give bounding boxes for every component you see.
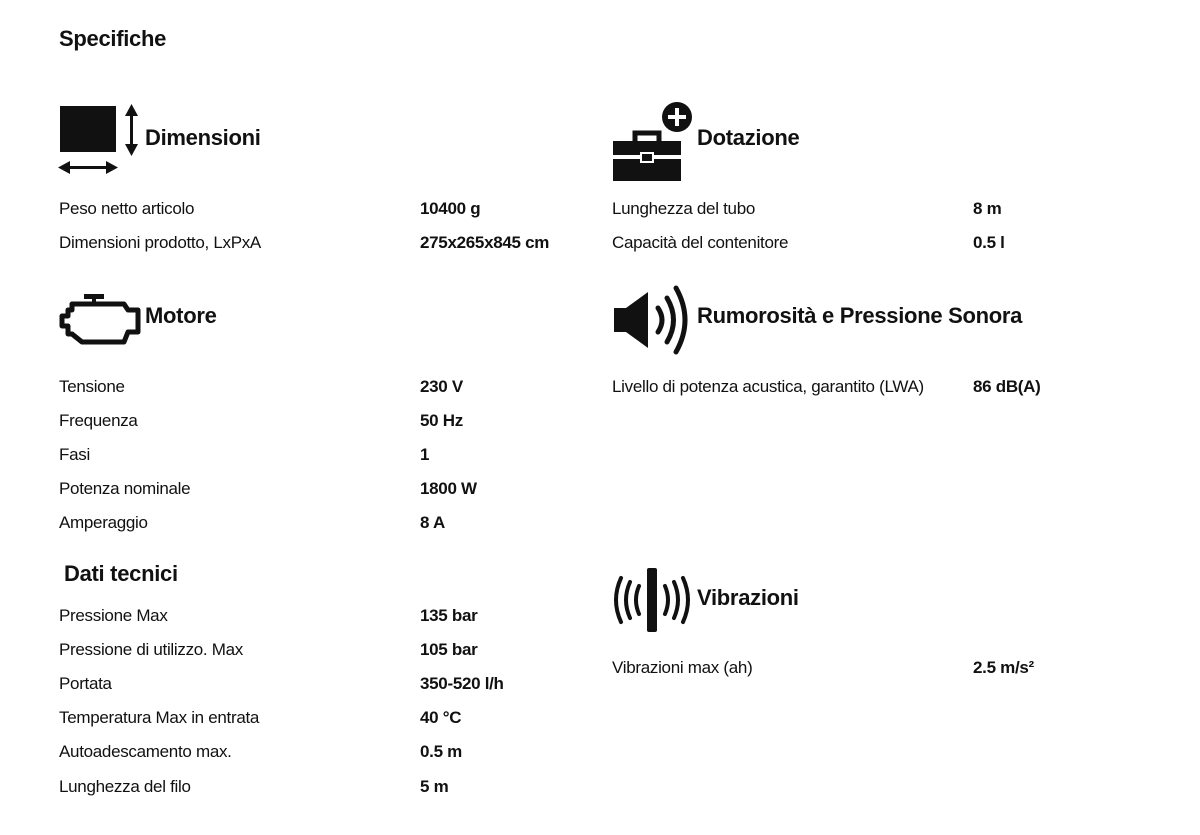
spec-row [59,513,579,543]
spec-label: Peso netto articolo [59,199,195,218]
spec-label: Frequenza [59,411,138,430]
spec-label: Autoadescamento max. [59,742,232,761]
section-title-vibrazioni: Vibrazioni [697,585,799,610]
spec-value: 8 A [420,513,445,532]
spec-label: Pressione Max [59,606,168,625]
spec-label: Potenza nominale [59,479,191,498]
dimensions-icon [58,104,142,178]
spec-row [59,674,579,704]
spec-value: 2.5 m/s² [973,658,1034,677]
spec-row [59,411,579,441]
spec-label: Tensione [59,377,125,396]
section-title-dimensioni: Dimensioni [145,125,261,150]
toolbox-plus-icon [611,101,695,183]
spec-row [59,606,579,636]
speaker-icon [612,284,694,356]
spec-row [612,199,1172,229]
spec-row [59,708,579,738]
spec-value: 105 bar [420,640,478,659]
engine-icon [58,292,142,348]
spec-label: Dimensioni prodotto, LxPxA [59,233,261,252]
spec-value: 10400 g [420,199,481,218]
spec-value: 50 Hz [420,411,463,430]
spec-value: 1800 W [420,479,477,498]
section-title-rumorosita: Rumorosità e Pressione Sonora [697,303,1023,328]
spec-row [612,233,1172,263]
section-title-dati-tecnici: Dati tecnici [64,561,178,586]
spec-value: 275x265x845 cm [420,233,550,252]
spec-value: 8 m [973,199,1002,218]
vibration-icon [611,566,695,634]
spec-value: 230 V [420,377,463,396]
spec-label: Temperatura Max in entrata [59,708,260,727]
spec-label: Lunghezza del tubo [612,199,756,218]
page-title: Specifiche [59,26,167,51]
spec-row [59,742,579,772]
section-title-dotazione: Dotazione [697,125,800,150]
spec-value: 350-520 l/h [420,674,504,693]
spec-row [612,658,1172,688]
spec-label: Lunghezza del filo [59,777,191,796]
spec-row [59,233,579,263]
spec-value: 135 bar [420,606,478,625]
spec-row [59,777,579,807]
spec-row [612,377,1172,407]
spec-row [59,640,579,670]
spec-value: 86 dB(A) [973,377,1041,396]
spec-label: Fasi [59,445,90,464]
spec-label: Portata [59,674,112,693]
spec-row [59,199,579,229]
spec-label: Vibrazioni max (ah) [612,658,753,677]
spec-row [59,479,579,509]
spec-value: 1 [420,445,430,464]
section-title-motore: Motore [145,303,217,328]
spec-value: 5 m [420,777,449,796]
spec-label: Amperaggio [59,513,148,532]
spec-label: Livello di potenza acustica, garantito (LWA) [612,377,924,396]
spec-value: 40 °C [420,708,462,727]
spec-value: 0.5 l [973,233,1005,252]
spec-label: Capacità del contenitore [612,233,789,252]
spec-value: 0.5 m [420,742,462,761]
spec-row [59,445,579,475]
spec-label: Pressione di utilizzo. Max [59,640,243,659]
spec-row [59,377,579,407]
